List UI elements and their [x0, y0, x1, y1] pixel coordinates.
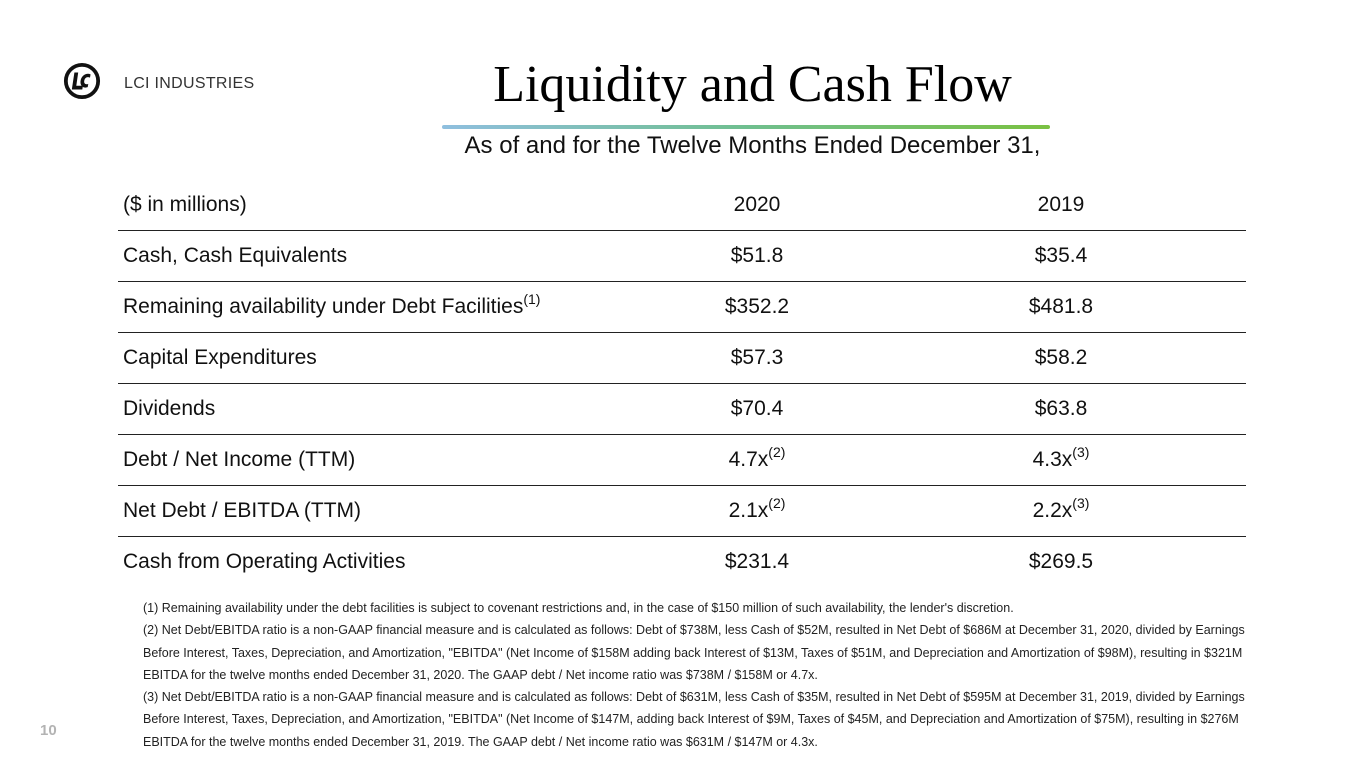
- value-2019: $2.2x^{(3)}$: [1032, 495, 1090, 522]
- column-header-2019: 2019: [1037, 193, 1085, 216]
- footnote-ref: (3): [1072, 444, 1090, 460]
- value-2020: $2.1x^{(2)}$: [728, 495, 786, 522]
- value-2019: $4.3x^{(3)}$: [1032, 444, 1090, 471]
- table-row: [118, 333, 1246, 384]
- row-label: Net Debt / EBITDA (TTM): [123, 499, 362, 522]
- lci-logo-icon: [63, 62, 101, 100]
- title-underline: [442, 125, 1050, 129]
- value-2020: $57.3: [730, 346, 784, 369]
- footnote-ref: (2): [768, 495, 786, 511]
- table-row: [118, 537, 1246, 588]
- footnote-ref: (2): [768, 444, 786, 460]
- value-2020: $51.8: [730, 244, 784, 267]
- footnote-3: (3) Net Debt/EBITDA ratio is a non-GAAP financial measure and is calculated as follows: Debt of $631M, less Cash of $35M, resulted in Net Debt of $595M at December 31, 2019, divided by Earnings Before Interest, Taxes, Depreciation, and Amortization, "EBITDA" (Net Income of $147M, adding back Interest of $9M, Taxes of $45M, and Depreciation and Amortization of $75M), resulting in $276M EBITDA for the twelve months ended December 31, 2019. The GAAP debt / Net income ratio was $631M / $147M or 4.3x.: [143, 690, 1245, 749]
- row-label: Cash, Cash Equivalents: [123, 244, 348, 267]
- footnote-ref: (1): [523, 291, 541, 307]
- row-label: Dividends: [123, 397, 216, 420]
- value-2020: $231.4: [724, 550, 790, 573]
- table-header-row: [118, 180, 1246, 231]
- column-header-2020: 2020: [733, 193, 781, 216]
- row-label: Capital Expenditures: [123, 346, 317, 369]
- footnote-ref: (3): [1072, 495, 1090, 511]
- value-2020: $70.4: [730, 397, 784, 420]
- value-2019: $269.5: [1028, 550, 1094, 573]
- row-label: Remaining availability under Debt Facilities$^{(1)}$: [123, 291, 541, 318]
- table-row: [118, 231, 1246, 282]
- liquidity-table: [118, 180, 1246, 587]
- footnotes: [143, 597, 1253, 753]
- table-row: [118, 384, 1246, 435]
- page-number: 10: [40, 722, 57, 739]
- row-label: Cash from Operating Activities: [123, 550, 406, 573]
- footnote-1: (1) Remaining availability under the debt facilities is subject to covenant restrictions and, in the case of $150 million of such availability, the lender's discretion.: [143, 601, 1014, 615]
- value-2020: $352.2: [724, 295, 790, 318]
- column-header-units: ($ in millions): [123, 193, 247, 216]
- page-title: Liquidity and Cash Flow: [493, 56, 1012, 113]
- table-row: [118, 486, 1246, 537]
- footnote-2: (2) Net Debt/EBITDA ratio is a non-GAAP financial measure and is calculated as follows: Debt of $738M, less Cash of $52M, resulted in Net Debt of $686M at December 31, 2020, divided by Earnings Before Interest, Taxes, Depreciation, and Amortization, "EBITDA" (Net Income of $158M adding back Interest of $13M, Taxes of $51M, and Depreciation and Amortization of $98M), resulting in $321M EBITDA for the twelve months ended December 31, 2020. The GAAP debt / Net income ratio was $738M / $158M or 4.7x.: [143, 623, 1245, 682]
- value-2019: $481.8: [1028, 295, 1094, 318]
- value-2019: $35.4: [1034, 244, 1088, 267]
- table-row: [118, 282, 1246, 333]
- value-2019: $58.2: [1034, 346, 1088, 369]
- page-subtitle: As of and for the Twelve Months Ended December 31,: [464, 132, 1041, 159]
- brand-name: LCI INDUSTRIES: [124, 75, 255, 92]
- row-label: Debt / Net Income (TTM): [123, 448, 356, 471]
- value-2020: $4.7x^{(2)}$: [728, 444, 786, 471]
- table-row: [118, 435, 1246, 486]
- value-2019: $63.8: [1034, 397, 1088, 420]
